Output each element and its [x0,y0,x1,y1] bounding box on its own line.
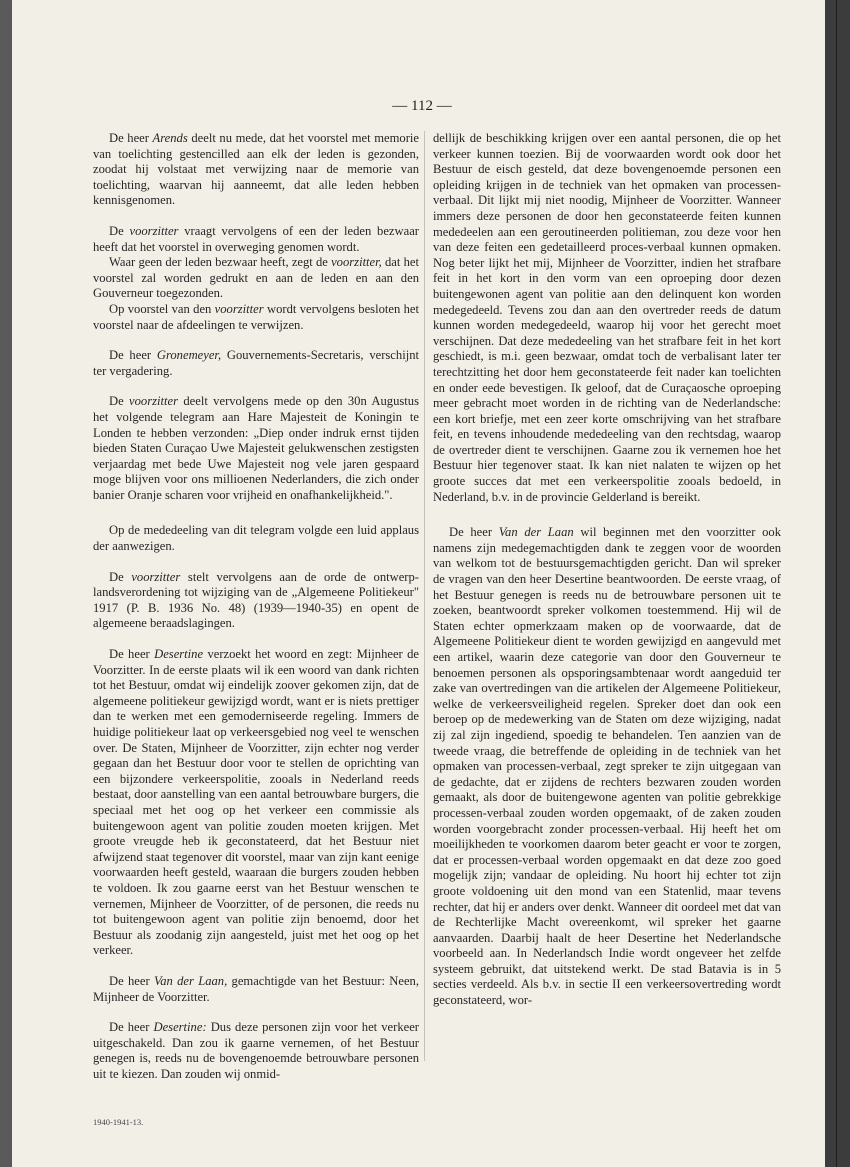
paragraph: De heer Gronemeyer, Gouvernements-Secretaris, verschijnt ter vergadering. [93,348,419,378]
scan-edge-strip [825,0,850,1167]
document-page [12,0,825,1167]
paragraph: De voorzitter vraagt vervolgens of een der leden bezwaar heeft dat het voorstel in overweging genomen wordt. [93,223,419,254]
left-column [93,131,419,1097]
column-divider [424,131,425,1061]
page-number: — 112 — [392,98,452,114]
paragraph: De heer Desertine verzoekt het woord en zegt: Mijnheer de Voorzitter. In de eerste plaats wil ik een woord van dank richten tot het Bestuur, omdat wij eindelijk zoover gekomen zijn, dat de algemeene politiekeur gewijzigd wordt, want er is niets prettiger dan te werken met een gemoderniseerde regeling. Immers de huidige politiekeur laat op verkeersgebied nog veel te wenschen over. De Staten, Mijnheer de Voorzitter, zijn echter nog verder gegaan dan het Bestuur door voor te stellen de oprichting van een bijzondere verkeerspolitie, zooals in Nederland reeds bestaat, door aanstelling van een aantal betrouwbare burgers, die speciaal met het oog op het verkeer een commissie als buitengewoon agent van politie zouden moeten krijgen. Met groote vreugde heb ik geconstateerd, dat het Bestuur niet afwijzend staat tegenover dit voorstel, maar van zijn kant eenige voorwaarden heeft gesteld, waaraan die burgers zouden hebben te voldoen. Ik zou gaarne eerst van het Bestuur wenschen te vernemen, Mijnheer de Voorzitter, of de personen, die reeds nu tot buitengewoon agent van politie zijn benoemd, door het Bestuur als zoodanig zijn aangesteld, juist met het oog op het verkeer. [93,647,420,958]
footer-code: 1940-1941-13. [93,1117,144,1127]
paragraph: De heer Van der Laan wil beginnen met den voorzitter ook namens zijn medegemachtigden dank te zeggen voor de woorden van welkom tot de bestuursgemachtigden gericht. Dan wil spreker de vragen van den heer Desertine beantwoorden. De eerste vraag, of het Bestuur genegen is reeds nu de betrouwbare personen uit te zoeken, beantwoordt spreker volkomen toestemmend. Hij wil de Staten echter opmerkzaam maken op de voorwaarde, dat de Algemeene Politiekeur dient te worden gewijzigd en aangevuld met een artikel, waarin deze categorie van door den Gouverneur te benoemen personen als opsporingsambtenaar wordt aangeduid ter zake van overtredingen van die artikelen der Algemeene Politiekeur, welke de verkeersveiligheid regelen. Spreker doet dan ook een beroep op de medewerking van de Staten om deze wijziging, nadat zij zal zijn ingediend, spoedig te behandelen. Ten aanzien van de tweede vraag, die betreffende de opleiding in de techniek van het opmaken van processen-verbaal, zegt spreker te zijn uitgegaan van de gedachte, dat er zijdens de rechters bezwaren zouden worden gemaakt, als door de buitengewone agenten van politie gebrekkige processen-verbaal zouden worden opgemaakt, of de zaken zouden worden voorgebracht zonder processen-verbaal. Hij heeft het om moeilijkheden te voorkomen daarom beter geacht er voor te zorgen, dat er processen-verbaal worden opgemaakt en dat deze zoo goed mogelijk zijn; vandaar de opleiding. Nu hoort hij echter tot zijn groote voldoening uit den mond van een Statenlid, maar tevens rechter, dat hij er anders over denkt. Wanneer dit oordeel met dat van de Rechterlijke Macht overeenkomt, wil spreker het gaarne aanvaarden. Daarbij haalt de heer Desertine het Nederlandsche voorbeeld aan. In Nederlandsch Indie wordt ongeveer het zelfde systeem gebruikt, dat uitstekend werkt. De stad Batavia is in 5 secties verdeeld. Als b.v. in sectie II een verkeersovertreding wordt geconstateerd, wor- [433,525,781,1008]
paragraph: Op de mededeeling van dit telegram volgde een luid applaus der aanwezigen. [93,523,419,554]
paragraph: De voorzitter deelt vervolgens mede op den 30n Augustus het volgende telegram aan Hare Majesteit de Koningin te Londen te hebben verzonden: „Diep onder indruk ernst tijden bieden Staten Curaçao Uwe Majesteit gelukwenschen zestigsten verjaardag met bede Uwe Majesteit nog vele jaren gespaard moge blijven voor ons millioenen Nederlanders, die zich onder banier Oranje scharen voor vrijheid en onafhankelijkheid.". [93,394,419,502]
paragraph: De heer Desertine: Dus deze personen zijn voor het verkeer uitgeschakeld. Dan zou ik gaarne vernemen, of het Bestuur genegen is, reeds nu de bovengenoemde betrouwbare personen uit te kiezen. Dan zouden wij onmid- [93,1020,419,1081]
paragraph: Waar geen der leden bezwaar heeft, zegt de voorzitter, dat het voorstel zal worden gedrukt en aan de leden en aan den Gouverneur toegezonden. [93,255,419,301]
right-column [433,131,781,1024]
paragraph: dellijk de beschikking krijgen over een aantal personen, die op het verkeer kunnen toezien. Bij de voorwaarden wordt ook door het Bestuur de eisch gesteld, dat deze bovengenoemde personen een opleiding krijgen in de techniek van het opmaken van processen-verbaal. Dit lijkt mij niet noodig, Mijnheer de Voorzitter. Wanneer immers deze personen de door hen geconstateerde feiten kunnen mededeelen aan een geroutineerden politieman, zou deze voor hen van deze feiten een gedetailleerd proces-verbaal kunnen opmaken. Nog beter lijkt het mij, Mijnheer de Voorzitter, indien het strafbare feit in het kort in den vorm van een oproeping door dezen buitengewonen agent van politie aan den delinquent kon worden medegedeeld. Tevens zou dan aan den overtreder reeds de datum kunnen worden medegedeeld, waarop hij voor het gerecht moet verschijnen. Dat deze mededeeling van het strafbare feit in het kort geschiedt, is m.i. geen bezwaar, omdat toch de verbalisant later ter terechtzitting het door hem geconstateerde feit nader kan toelichten en onder eede bevestigen. Ik geloof, dat de Curaçaosche oproeping meer gebracht moet worden in de richting van de Nederlandsche: een kort briefje, met een zeer korte omschrijving van het strafbare feit, en tevens inhoudende mededeeling van den rechtsdag, waarop de overtreder dient te verschijnen. Gaarne zou ik vernemen hoe het Bestuur hier tegenover staat. Ik kan niet nalaten te wijzen op het groote succes dat met een verkeerspolitie zooals bedoeld, in Nederland, b.v. in de provincie Gelderland is bereikt. [433,131,781,504]
paragraph: De heer Van der Laan, gemachtigde van het Bestuur: Neen, Mijnheer de Voorzitter. [93,973,419,1004]
paragraph: De heer Arends deelt nu mede, dat het voorstel met memorie van toelichting gestencilled aan elk der leden is gezonden, zoodat hij volstaat met verwijzing naar de memorie van toelichting, waarvan hij aanneemt, dat alle leden hebben kennisgenomen. [93,131,419,208]
paragraph: Op voorstel van den voorzitter wordt vervolgens besloten het voorstel naar de afdeelingen te verwijzen. [93,301,419,332]
paragraph: De voorzitter stelt vervolgens aan de orde de ontwerp-landsverordening tot wijziging van de „Algemeene Politiekeur" 1917 (P. B. 1936 No. 48) (1939—1940-35) en opent de algemeene beraadslagingen. [93,569,419,631]
